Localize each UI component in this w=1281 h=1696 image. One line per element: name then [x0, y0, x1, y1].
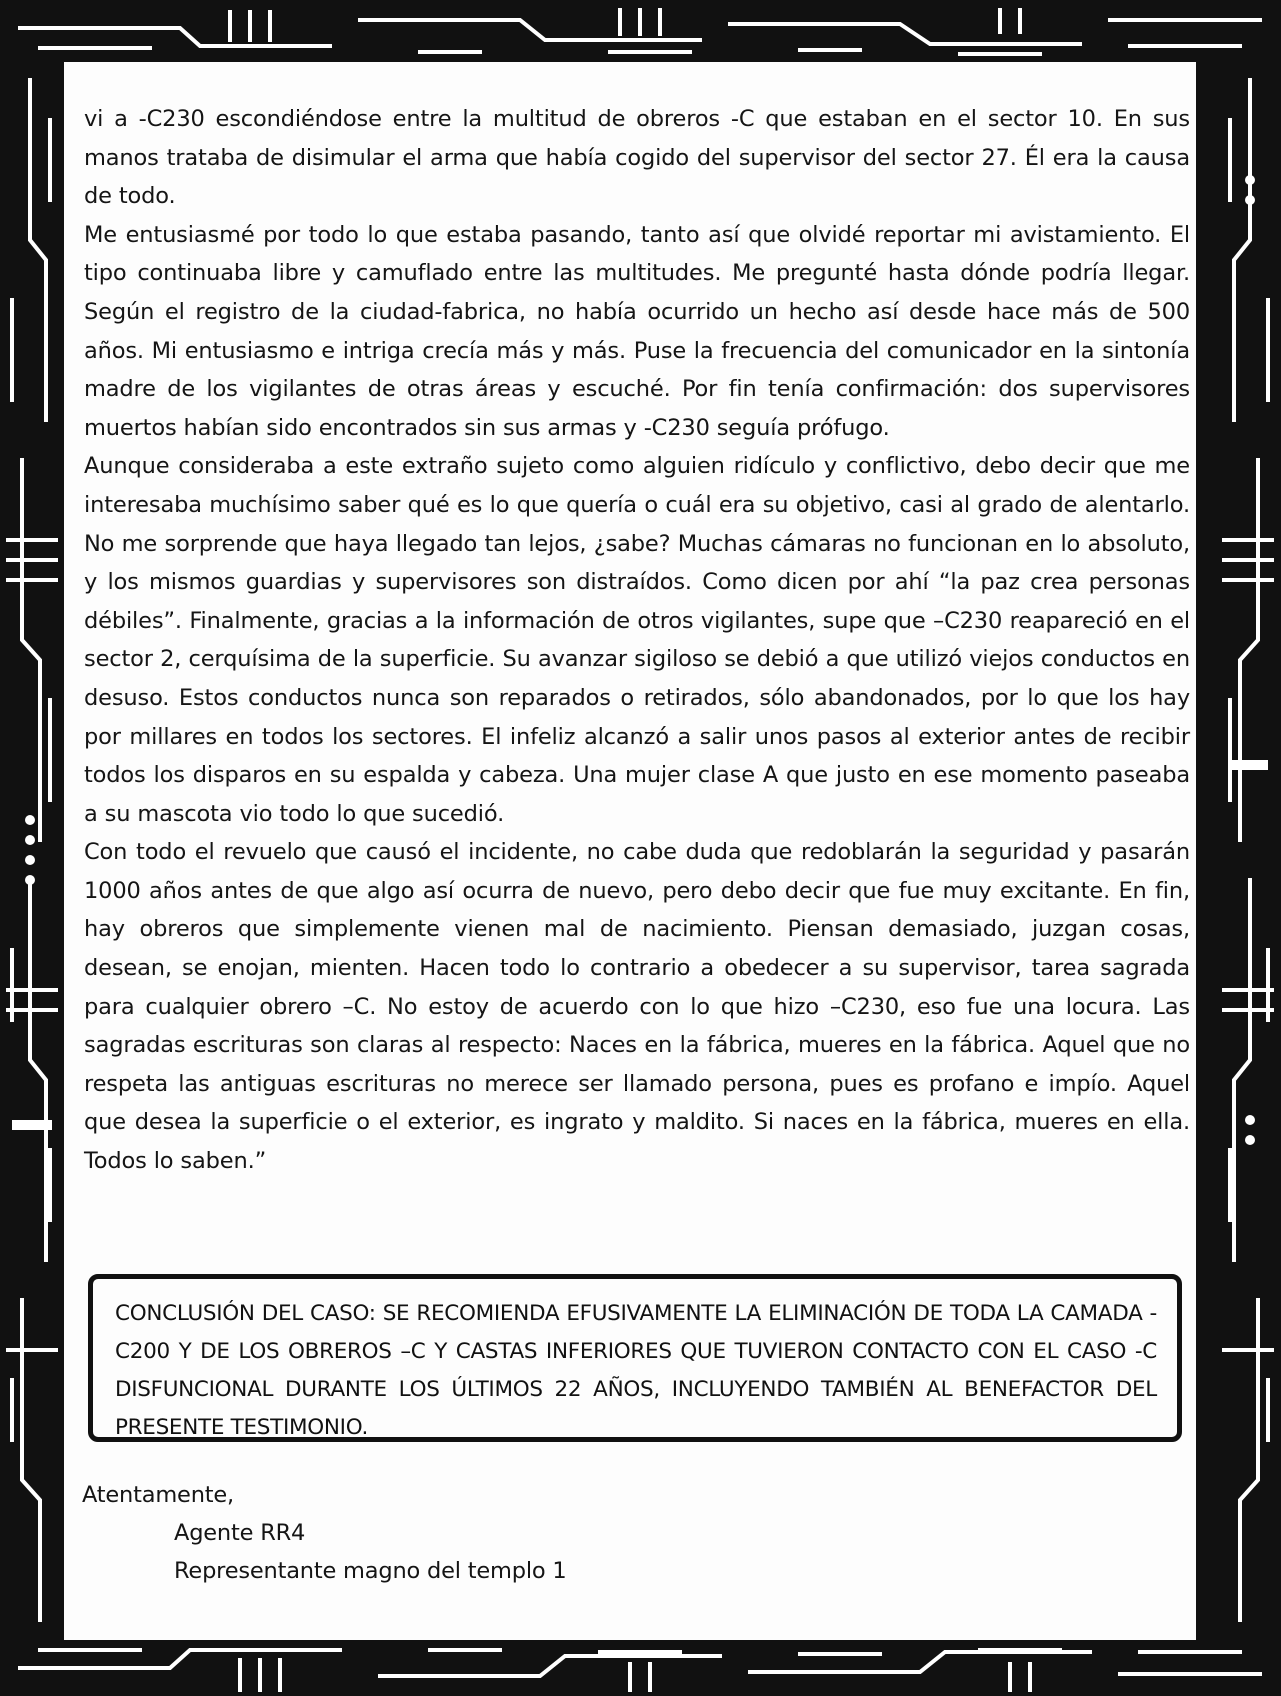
- case-conclusion-box: [88, 1274, 1182, 1442]
- paragraph: Me entusiasmé por todo lo que estaba pasando, tanto así que olvidé reportar mi avistamiento. El tipo continuaba libre y camuflado entre las multitudes. Me pregunté hasta dónde podría llegar. Según el registro de la ciudad-fabrica, no había ocurrido un hecho así desde hace más de 500 años. Mi entusiasmo e intriga crecía más y más. Puse la frecuencia del comunicador en la sintonía madre de los vigilantes de otras áreas y escuché. Por fin tenía confirmación: dos supervisores muertos habían sido encontrados sin sus armas y -C230 seguía prófugo.: [84, 221, 1190, 441]
- paragraph: Aunque consideraba a este extraño sujeto como alguien ridículo y conflictivo, debo decir que me interesaba muchísimo saber qué es lo que quería o cuál era su objetivo, casi al grado de alentarlo. No me sorprende que haya llegado tan lejos, ¿sabe? Muchas cámaras no funcionan en lo absoluto, y los mismos guardias y supervisores son distraídos. Como dicen por ahí “la paz crea personas débiles”. Finalmente, gracias a la información de otros vigilantes, supe que –C230 reapareció en el sector 2, cerquísima de la superficie. Su avanzar sigiloso se debió a que utilizó viejos conductos en desuso. Estos conductos nunca son reparados o retirados, sólo abandonados, por lo que los hay por millares en todos los sectores. El infeliz alcanzó a salir unos pasos al exterior antes de recibir todos los disparos en su espalda y cabeza. Una mujer clase A que justo en ese momento paseaba a su mascota vio todo lo que sucedió.: [84, 453, 1190, 827]
- signature-block: [82, 1474, 632, 1592]
- signer-title: Representante magno del templo 1: [174, 1558, 567, 1584]
- case-conclusion-text: CONCLUSIÓN DEL CASO: SE RECOMIENDA EFUSIVAMENTE LA ELIMINACIÓN DE TODA LA CAMADA -C200 Y DE LOS OBREROS –C Y CASTAS INFERIORES QUE TUVIERON CONTACTO CON EL CASO -C DISFUNCIONAL DURANTE LOS ÚLTIMOS 22 AÑOS, INCLUYENDO TAMBIÉN AL BENEFACTOR DEL PRESENTE TESTIMONIO.: [115, 1301, 1157, 1440]
- testimony-text: [84, 100, 1190, 1181]
- closing-salutation: Atentamente,: [82, 1482, 234, 1508]
- signer-name: Agente RR4: [174, 1520, 306, 1546]
- paragraph: Con todo el revuelo que causó el incidente, no cabe duda que redoblarán la seguridad y pasarán 1000 años antes de que algo así ocurra de nuevo, pero debo decir que fue muy excitante. En fin, hay obreros que simplemente vienen mal de nacimiento. Piensan demasiado, juzgan cosas, desean, se enojan, mienten. Hacen todo lo contrario a obedecer a su supervisor, tarea sagrada para cualquier obrero –C. No estoy de acuerdo con lo que hizo –C230, eso fue una locura. Las sagradas escrituras son claras al respecto: Naces en la fábrica, mueres en la fábrica. Aquel que no respeta las antiguas escrituras no merece ser llamado persona, pues es profano e impío. Aquel que desea la superficie o el exterior, es ingrato y maldito. Si naces en la fábrica, mueres en ella. Todos lo saben.”: [84, 839, 1190, 1175]
- paragraph: vi a -C230 escondiéndose entre la multitud de obreros -C que estaban en el sector 10. En sus manos trataba de disimular el arma que había cogido del supervisor del sector 27. Él era la causa de todo.: [84, 106, 1190, 210]
